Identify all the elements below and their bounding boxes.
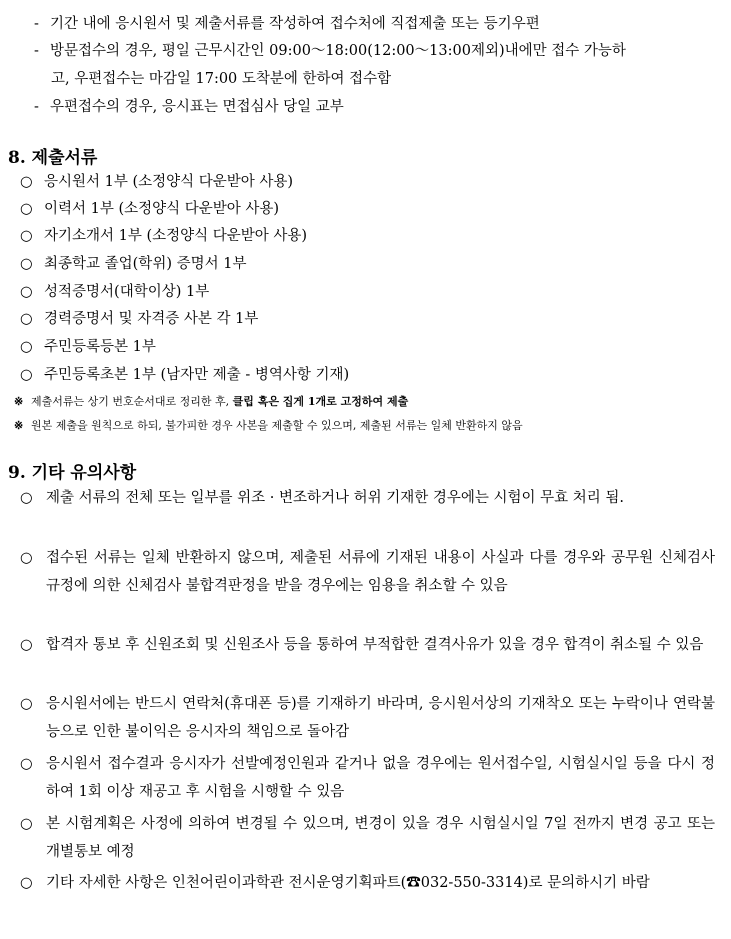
section-8-title: 8. 제출서류: [8, 148, 98, 168]
submission-line-1: - 기간 내에 응시원서 및 제출서류를 작성하여 접수처에 직접제출 또는 등기우편: [34, 12, 540, 36]
notice-item: ○ 합격자 통보 후 신원조회 및 신원조사 등을 통하여 부적합한 결격사유가 있을 경우 합격이 취소될 수 있음: [20, 631, 715, 659]
notice-item: ○ 응시원서 접수결과 응시자가 선발예정인원과 같거나 없을 경우에는 원서접수일, 시험실시일 등을 다시 정하여 1회 이상 재공고 후 시험을 시행할 수 있음: [20, 750, 715, 806]
notice-item: ○ 제출 서류의 전체 또는 일부를 위조 · 변조하거나 허위 기재한 경우에는 시험이 무효 처리 됨.: [20, 484, 715, 512]
document-item: ○ 성적증명서(대학이상) 1부: [20, 279, 209, 306]
notice-item: ○ 기타 자세한 사항은 인천어린이과학관 전시운영기획파트(☎032-550-3314)로 문의하시기 바람: [20, 869, 715, 897]
circle-bullet-icon: ○: [20, 284, 33, 300]
circle-bullet-icon: ○: [20, 201, 33, 217]
circle-bullet-icon: ○: [20, 256, 33, 272]
dash-mark: -: [34, 99, 39, 115]
document-item: ○ 주민등록등본 1부: [20, 334, 156, 361]
circle-bullet-icon: ○: [20, 696, 33, 712]
dash-mark: -: [34, 43, 39, 59]
circle-bullet-icon: ○: [20, 367, 33, 383]
note-binding: ※ 제출서류는 상기 번호순서대로 정리한 후, 클립 혹은 집게 1개로 고정하여 제출: [14, 393, 408, 411]
circle-bullet-icon: ○: [20, 756, 33, 772]
document-item: ○ 주민등록초본 1부 (남자만 제출 - 병역사항 기재): [20, 362, 349, 389]
document-item: ○ 응시원서 1부 (소정양식 다운받아 사용): [20, 169, 293, 196]
note-originals: ※ 원본 제출을 원칙으로 하되, 불가피한 경우 사본을 제출할 수 있으며, 제출된 서류는 일체 반환하지 않음: [14, 417, 523, 435]
notice-item: ○ 접수된 서류는 일체 반환하지 않으며, 제출된 서류에 기재된 내용이 사실과 다를 경우와 공무원 신체검사 규정에 의한 신체검사 불합격판정을 받을 경우에는 임용을 취소할 수 있음: [20, 544, 715, 600]
document-item: ○ 이력서 1부 (소정양식 다운받아 사용): [20, 196, 279, 223]
reference-mark-icon: ※: [14, 419, 24, 432]
circle-bullet-icon: ○: [20, 339, 33, 355]
submission-line-3: - 우편접수의 경우, 응시표는 면접심사 당일 교부: [34, 95, 344, 119]
circle-bullet-icon: ○: [20, 875, 33, 891]
circle-bullet-icon: ○: [20, 311, 33, 327]
submission-line-2-cont: 고, 우편접수는 마감일 17:00 도착분에 한하여 접수함: [51, 71, 392, 87]
notice-item: ○ 응시원서에는 반드시 연락처(휴대폰 등)를 기재하기 바라며, 응시원서상의 기재착오 또는 누락이나 연락불능으로 인한 불이익은 응시자의 책임으로 돌아감: [20, 690, 715, 746]
circle-bullet-icon: ○: [20, 228, 33, 244]
circle-bullet-icon: ○: [20, 550, 33, 566]
circle-bullet-icon: ○: [20, 490, 33, 506]
section-9-title: 9. 기타 유의사항: [8, 463, 137, 483]
document-item: ○ 경력증명서 및 자격증 사본 각 1부: [20, 306, 258, 333]
document-item: ○ 자기소개서 1부 (소정양식 다운받아 사용): [20, 223, 307, 250]
circle-bullet-icon: ○: [20, 637, 33, 653]
circle-bullet-icon: ○: [20, 174, 33, 190]
dash-mark: -: [34, 16, 39, 32]
reference-mark-icon: ※: [14, 395, 24, 408]
notice-item: ○ 본 시험계획은 사정에 의하여 변경될 수 있으며, 변경이 있을 경우 시험실시일 7일 전까지 변경 공고 또는 개별통보 예정: [20, 810, 715, 866]
circle-bullet-icon: ○: [20, 816, 33, 832]
submission-line-2: - 방문접수의 경우, 평일 근무시간인 09:00～18:00(12:00～13:00제외)내에만 접수 가능하: [34, 39, 626, 63]
document-item: ○ 최종학교 졸업(학위) 증명서 1부: [20, 251, 246, 278]
